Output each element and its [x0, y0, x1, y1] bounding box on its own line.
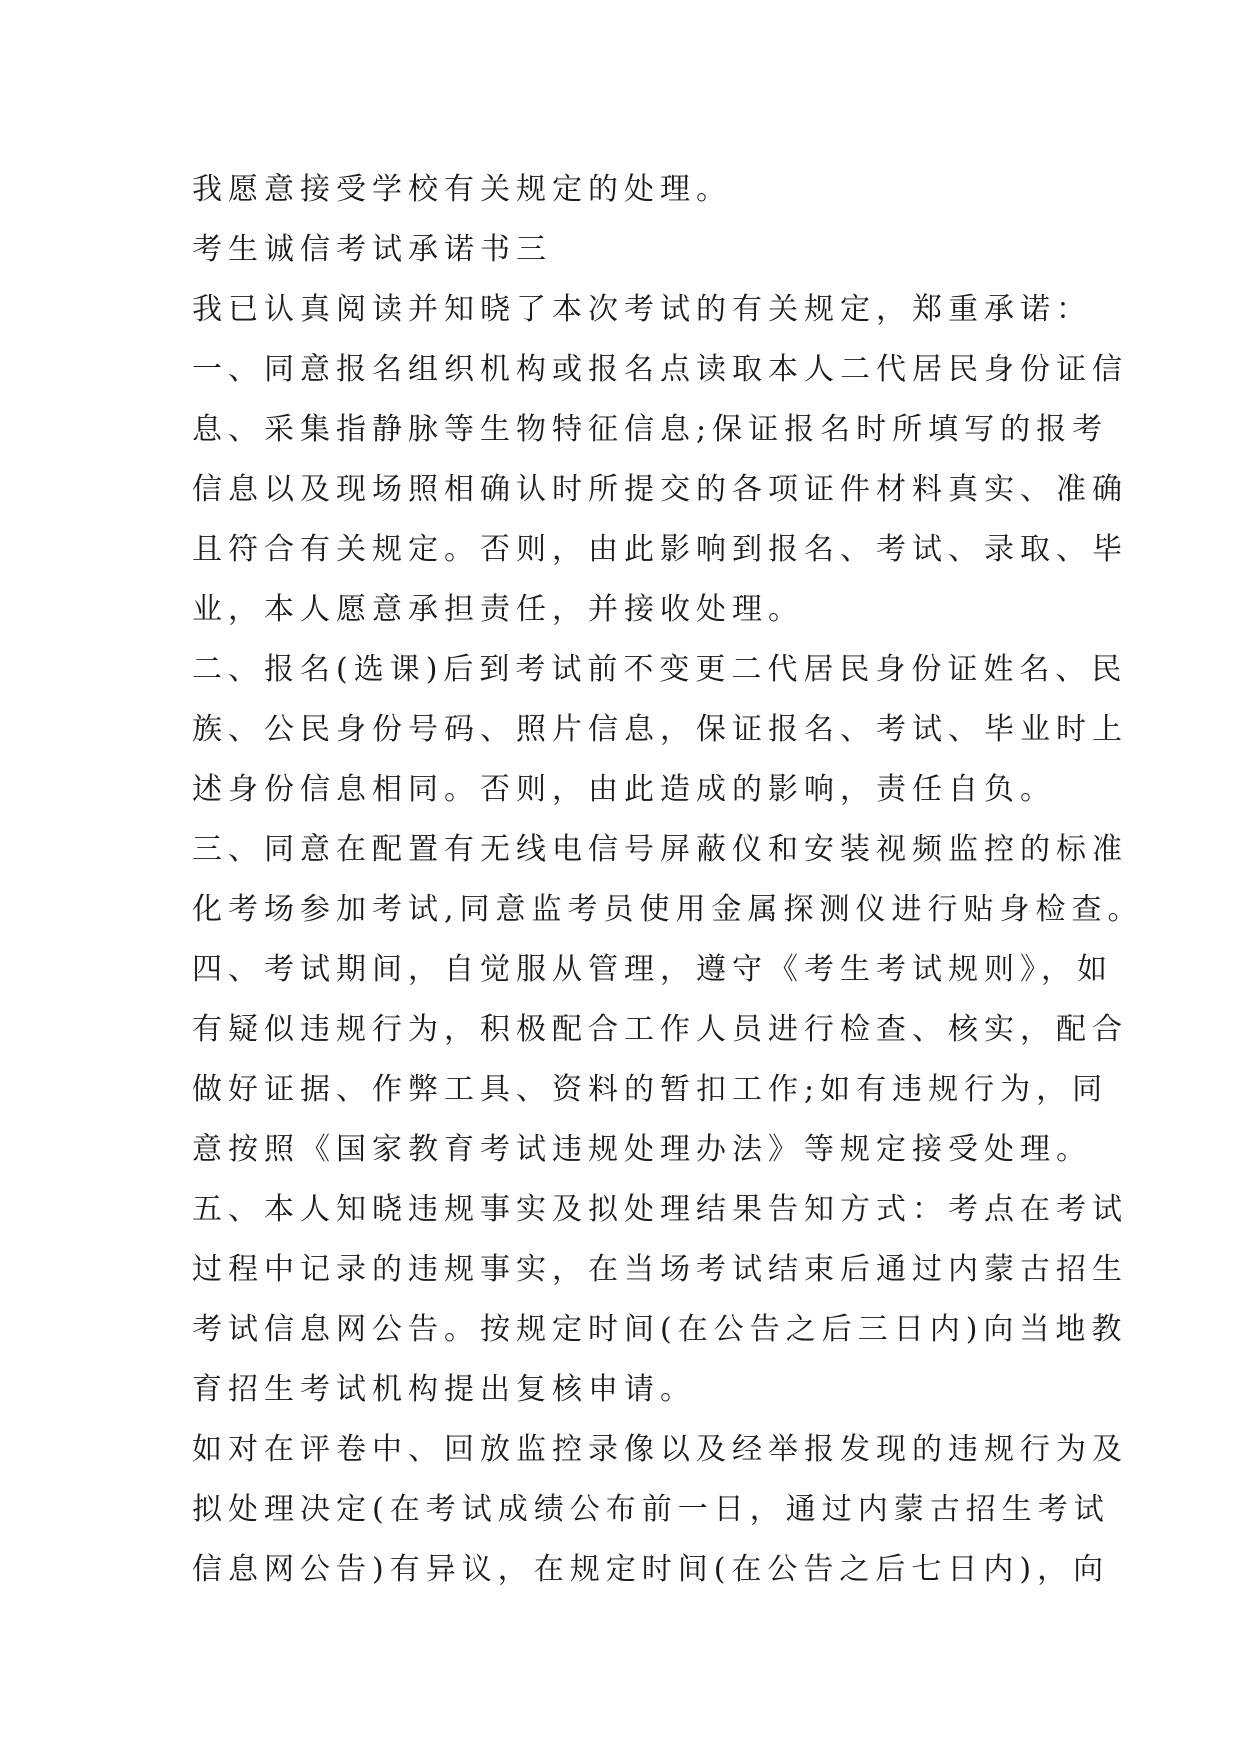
text-line: 考试信息网公告。按规定时间(在公告之后三日内)向当地教 [192, 1312, 1128, 1347]
text-line: 且符合有关规定。否则，由此影响到报名、考试、录取、毕 [192, 532, 1128, 567]
text-line: 信息以及现场照相确认时所提交的各项证件材料真实、准确 [192, 472, 1128, 507]
text-line: 过程中记录的违规事实，在当场考试结束后通过内蒙古招生 [192, 1252, 1128, 1287]
text-line: 述身份信息相同。否则，由此造成的影响，责任自负。 [192, 772, 1056, 807]
text-line: 族、公民身份号码、照片信息，保证报名、考试、毕业时上 [192, 712, 1128, 747]
text-line: 五、本人知晓违规事实及拟处理结果告知方式：考点在考试 [192, 1192, 1128, 1227]
section-heading: 考生诚信考试承诺书三 [192, 232, 552, 267]
text-line: 化考场参加考试,同意监考员使用金属探测仪进行贴身检查。 [192, 892, 1144, 927]
text-line: 四、考试期间，自觉服从管理，遵守《考生考试规则》，如 [192, 952, 1113, 987]
text-line: 我已认真阅读并知晓了本次考试的有关规定，郑重承诺： [192, 292, 1092, 327]
text-line: 一、同意报名组织机构或报名点读取本人二代居民身份证信 [192, 352, 1128, 387]
text-line: 做好证据、作弊工具、资料的暂扣工作;如有违规行为，同 [192, 1072, 1109, 1107]
text-line: 我愿意接受学校有关规定的处理。 [192, 172, 732, 207]
text-line: 意按照《国家教育考试违规处理办法》等规定接受处理。 [192, 1132, 1092, 1167]
text-line: 二、报名(选课)后到考试前不变更二代居民身份证姓名、民 [192, 652, 1128, 687]
text-line: 拟处理决定(在考试成绩公布前一日，通过内蒙古招生考试 [192, 1492, 1110, 1527]
text-line: 三、同意在配置有无线电信号屏蔽仪和安装视频监控的标准 [192, 832, 1128, 867]
text-line: 有疑似违规行为，积极配合工作人员进行检查、核实，配合 [192, 1012, 1128, 1047]
text-line: 业，本人愿意承担责任，并接收处理。 [192, 592, 804, 627]
text-line: 如对在评卷中、回放监控录像以及经举报发现的违规行为及 [192, 1432, 1128, 1467]
document-body [192, 160, 1144, 1600]
text-line: 育招生考试机构提出复核申请。 [192, 1372, 696, 1407]
text-line: 信息网公告)有异议，在规定时间(在公告之后七日内)，向 [192, 1552, 1110, 1587]
text-line: 息、采集指静脉等生物特征信息;保证报名时所填写的报考 [192, 412, 1109, 447]
